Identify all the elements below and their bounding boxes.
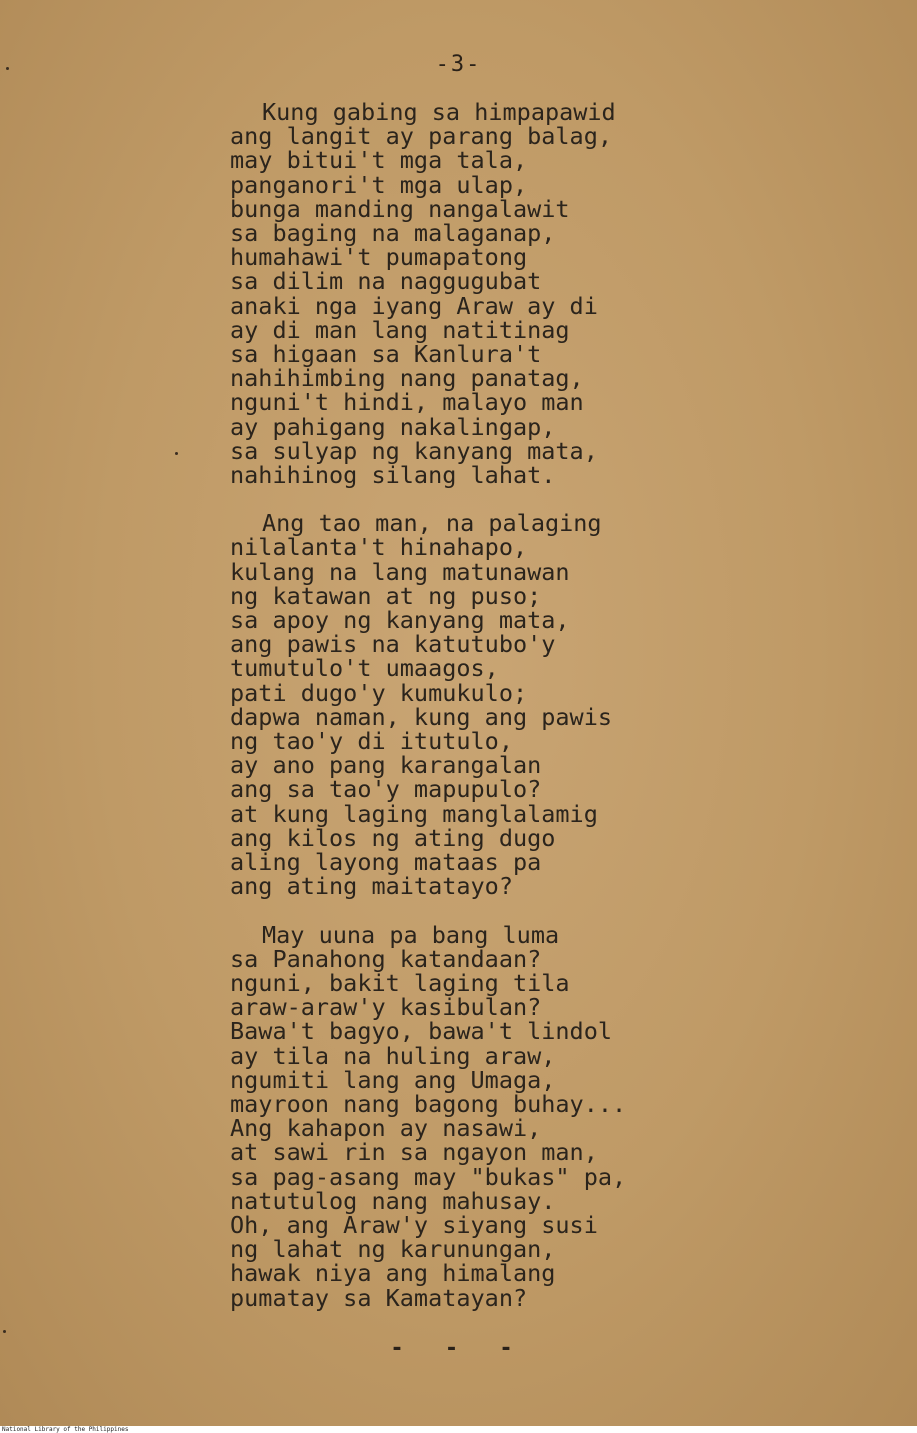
poem-line: araw-araw'y kasibulan? (230, 993, 542, 1022)
poem-line: at sawi rin sa ngayon man, (230, 1138, 598, 1167)
poem-line: pumatay sa Kamatayan? (230, 1283, 528, 1312)
poem-line: ay pahigang nakalingap, (230, 412, 556, 441)
poem-line: tumutulo't umaagos, (230, 654, 499, 683)
poem-line: sa higaan sa Kanlura't (230, 340, 542, 369)
poem-line: mayroon nang bagong buhay... (230, 1089, 627, 1118)
poem (230, 100, 890, 1310)
paper-speck (6, 67, 9, 70)
stanza-1 (230, 98, 890, 490)
poem-line: pati dugo'y kumukulo; (230, 678, 528, 707)
footer-credit: National Library of the Philippines (2, 1426, 129, 1433)
poem-line: may bitui't mga tala, (230, 146, 528, 175)
paper-speck (3, 1330, 6, 1333)
poem-line: ng lahat ng karunungan, (230, 1235, 556, 1264)
stanza-3 (230, 920, 890, 1312)
poem-line: Ang tao man, na palaging (262, 509, 602, 538)
poem-line: ang kilos ng ating dugo (230, 823, 556, 852)
poem-line: sa dilim na naggugubat (230, 267, 542, 296)
poem-line: sa apoy ng kanyang mata, (230, 606, 570, 635)
poem-line: Kung gabing sa himpapawid (262, 98, 616, 126)
poem-line: ngumiti lang ang Umaga, (230, 1065, 556, 1094)
poem-line: nahihinog silang lahat. (230, 461, 556, 490)
poem-line: May uuna pa bang luma (262, 920, 560, 949)
poem-line: nguni, bakit laging tila (230, 968, 570, 997)
poem-line: at kung laging manglalamig (230, 799, 598, 828)
poem-line: ang ating maitatayo? (230, 872, 513, 901)
poem-line: humahawi't pumapatong (230, 243, 528, 272)
poem-line: anaki nga iyang Araw ay di (230, 291, 598, 320)
poem-line: ang sa tao'y mapupulo? (230, 775, 542, 804)
page-number: -3- (435, 52, 482, 77)
poem-line: hawak niya ang himalang (230, 1259, 556, 1288)
poem-line: panganori't mga ulap, (230, 170, 528, 199)
poem-line: Oh, ang Araw'y siyang susi (230, 1210, 598, 1239)
poem-line: nilalanta't hinahapo, (230, 533, 528, 562)
closing-mark: - - - (390, 1336, 527, 1361)
poem-line: nguni't hindi, malayo man (230, 388, 584, 417)
poem-line: ay ano pang karangalan (230, 751, 542, 780)
poem-line: sa Panahong katandaan? (230, 944, 542, 973)
poem-line: sa baging na malaganap, (230, 219, 556, 248)
poem-line: sa sulyap ng kanyang mata, (230, 436, 598, 465)
poem-line: nahihimbing nang panatag, (230, 364, 584, 393)
poem-line: ay tila na huling araw, (230, 1041, 556, 1070)
poem-line: Bawa't bagyo, bawa't lindol (230, 1017, 613, 1046)
poem-line: ng tao'y di itutulo, (230, 727, 513, 756)
poem-line: aling layong mataas pa (230, 848, 542, 877)
poem-line: Ang kahapon ay nasawi, (230, 1114, 542, 1143)
paper-speck (175, 452, 178, 455)
poem-line: ng katawan at ng puso; (230, 581, 542, 610)
poem-line: ang langit ay parang balag, (230, 122, 613, 151)
poem-line: ang pawis na katutubo'y (230, 630, 556, 659)
poem-line: dapwa naman, kung ang pawis (230, 702, 613, 731)
stanza-2 (230, 509, 890, 901)
poem-line: kulang na lang matunawan (230, 557, 570, 586)
poem-line: ay di man lang natitinag (230, 315, 570, 344)
poem-line: natutulog nang mahusay. (230, 1186, 556, 1215)
poem-line: bunga manding nangalawit (230, 194, 570, 223)
poem-line: sa pag-asang may "bukas" pa, (230, 1162, 627, 1191)
